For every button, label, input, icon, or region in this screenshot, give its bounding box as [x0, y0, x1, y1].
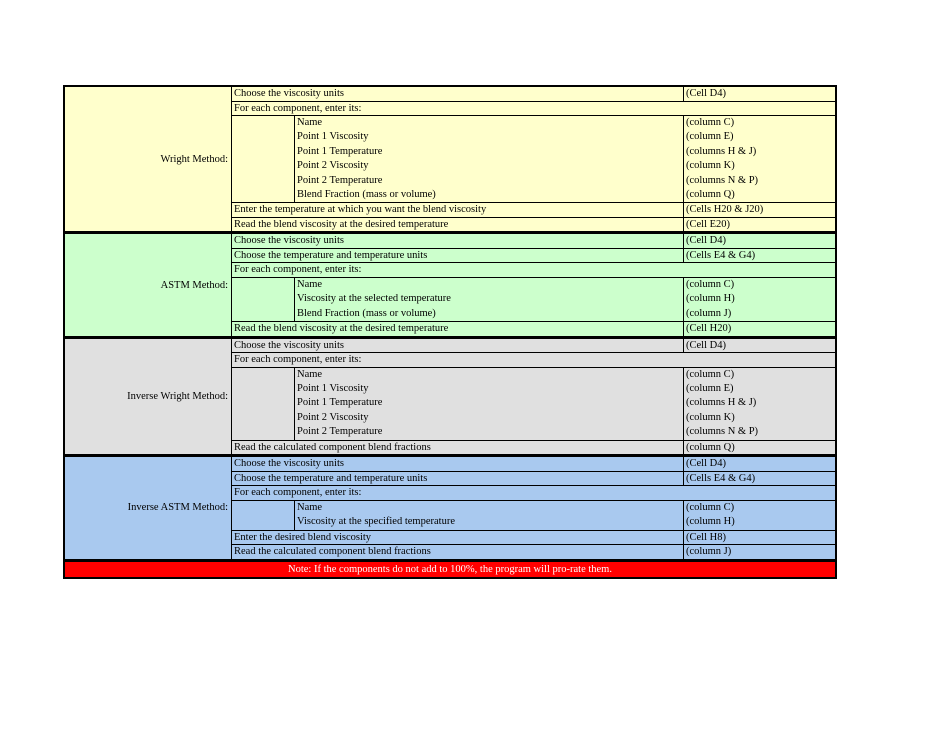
- instruction-text: Choose the temperature and temperature units: [232, 472, 684, 486]
- cell-reference: (column E): [686, 131, 734, 143]
- method-label: Inverse ASTM Method:: [65, 457, 232, 558]
- component-field-row: [295, 307, 835, 321]
- method-section: [65, 234, 835, 338]
- instruction-row: [232, 339, 835, 354]
- instruction-row: [232, 102, 835, 117]
- method-steps: [232, 234, 835, 335]
- cell-reference: (columns H & J): [686, 397, 757, 409]
- component-field-name: Point 1 Viscosity: [295, 130, 684, 144]
- instruction-text: Choose the viscosity units: [232, 234, 684, 248]
- instruction-row: [232, 457, 835, 472]
- component-fields-group: [232, 501, 835, 531]
- cell-reference: (column C): [686, 278, 735, 290]
- cell-reference: (Cells E4 & G4): [686, 472, 756, 484]
- component-field-name: Point 1 Temperature: [295, 396, 684, 410]
- cell-reference: (columns N & P): [686, 426, 759, 438]
- component-field-row: [295, 130, 835, 144]
- cell-reference: (columns H & J): [686, 145, 757, 157]
- instructions-table: [63, 85, 837, 579]
- component-field-row: [295, 368, 835, 382]
- component-fields: [295, 116, 835, 202]
- instruction-text: Read the blend viscosity at the desired temperature: [232, 218, 684, 232]
- instruction-row: [232, 353, 835, 368]
- instruction-row: [232, 531, 835, 546]
- instruction-row: [232, 218, 835, 232]
- cell-reference: (Cell H8): [686, 531, 726, 543]
- pro-rate-note: Note: If the components do not add to 100%, the program will pro-rate them.: [65, 562, 835, 577]
- method-steps: [232, 339, 835, 455]
- cell-reference: (column H): [686, 293, 735, 305]
- method-label: Wright Method:: [65, 87, 232, 231]
- component-fields: [295, 501, 835, 530]
- cell-reference: (Cell D4): [686, 339, 726, 351]
- cell-reference: (Cells H20 & J20): [686, 204, 764, 216]
- component-field-row: [295, 396, 835, 410]
- instruction-text: For each component, enter its:: [234, 102, 362, 114]
- component-field-row: [295, 116, 835, 130]
- method-steps: [232, 457, 835, 558]
- component-field-row: [295, 411, 835, 425]
- indent-cell: [232, 116, 295, 202]
- cell-reference: (column H): [686, 516, 735, 528]
- component-fields-group: [232, 278, 835, 322]
- cell-reference: (column Q): [686, 441, 735, 453]
- cell-reference: (Cell H20): [686, 323, 732, 335]
- cell-reference: (column C): [686, 501, 735, 513]
- component-field-name: Point 2 Temperature: [295, 425, 684, 439]
- method-steps: [232, 87, 835, 231]
- instruction-text: Choose the viscosity units: [232, 87, 684, 101]
- component-fields-group: [232, 368, 835, 441]
- instruction-row: [232, 234, 835, 249]
- instruction-row: [232, 441, 835, 455]
- cell-reference: (columns N & P): [686, 174, 759, 186]
- component-field-name: Name: [295, 278, 684, 292]
- instruction-text: Choose the temperature and temperature units: [232, 249, 684, 263]
- component-field-row: [295, 145, 835, 159]
- cell-reference: (column C): [686, 117, 735, 128]
- instruction-row: [232, 545, 835, 559]
- instruction-row: [232, 486, 835, 501]
- cell-reference: (Cell D4): [686, 235, 726, 247]
- component-field-row: [295, 292, 835, 306]
- instruction-text: Enter the temperature at which you want the blend viscosity: [232, 203, 684, 217]
- cell-reference: (column C): [686, 368, 735, 380]
- instruction-text: Read the calculated component blend fractions: [232, 441, 684, 455]
- method-label: ASTM Method:: [65, 234, 232, 335]
- cell-reference: (Cells E4 & G4): [686, 249, 756, 261]
- component-field-name: Blend Fraction (mass or volume): [295, 188, 684, 202]
- instruction-row: [232, 322, 835, 336]
- instruction-text: Choose the viscosity units: [232, 339, 684, 353]
- component-field-row: [295, 425, 835, 439]
- instruction-text: For each component, enter its:: [234, 354, 362, 366]
- instruction-row: [232, 203, 835, 218]
- cell-reference: (Cell E20): [686, 218, 731, 230]
- component-field-name: Point 2 Temperature: [295, 174, 684, 188]
- instruction-row: [232, 87, 835, 102]
- cell-reference: (column J): [686, 546, 732, 557]
- method-section: [65, 339, 835, 458]
- component-field-name: Point 1 Viscosity: [295, 382, 684, 396]
- component-field-name: Viscosity at the specified temperature: [295, 515, 684, 529]
- component-field-name: Viscosity at the selected temperature: [295, 292, 684, 306]
- component-fields: [295, 278, 835, 321]
- component-field-row: [295, 159, 835, 173]
- instruction-row: [232, 472, 835, 487]
- indent-cell: [232, 278, 295, 321]
- instruction-row: [232, 263, 835, 278]
- cell-reference: (column K): [686, 160, 735, 172]
- method-label: Inverse Wright Method:: [65, 339, 232, 455]
- instruction-text: For each component, enter its:: [234, 264, 362, 276]
- instruction-text: For each component, enter its:: [234, 487, 362, 499]
- cell-reference: (column K): [686, 411, 735, 423]
- component-field-name: Name: [295, 368, 684, 382]
- method-section: [65, 457, 835, 561]
- component-field-row: [295, 188, 835, 202]
- indent-cell: [232, 501, 295, 530]
- instruction-text: Read the calculated component blend fractions: [232, 545, 684, 559]
- component-field-name: Point 2 Viscosity: [295, 411, 684, 425]
- cell-reference: (Cell D4): [686, 458, 726, 470]
- method-section: [65, 87, 835, 234]
- cell-reference: (Cell D4): [686, 88, 726, 99]
- indent-cell: [232, 368, 295, 440]
- cell-reference: (column Q): [686, 189, 735, 201]
- component-field-row: [295, 501, 835, 515]
- instruction-row: [232, 249, 835, 264]
- component-fields-group: [232, 116, 835, 203]
- instruction-text: Enter the desired blend viscosity: [232, 531, 684, 545]
- component-field-name: Point 2 Viscosity: [295, 159, 684, 173]
- component-field-row: [295, 515, 835, 529]
- cell-reference: (column E): [686, 383, 734, 395]
- instruction-text: Read the blend viscosity at the desired temperature: [232, 322, 684, 336]
- cell-reference: (column J): [686, 307, 732, 319]
- instruction-text: Choose the viscosity units: [232, 457, 684, 471]
- component-field-name: Blend Fraction (mass or volume): [295, 307, 684, 321]
- component-field-name: Point 1 Temperature: [295, 145, 684, 159]
- component-field-row: [295, 174, 835, 188]
- component-fields: [295, 368, 835, 440]
- component-field-row: [295, 382, 835, 396]
- component-field-name: Name: [295, 116, 684, 130]
- component-field-row: [295, 278, 835, 292]
- component-field-name: Name: [295, 501, 684, 515]
